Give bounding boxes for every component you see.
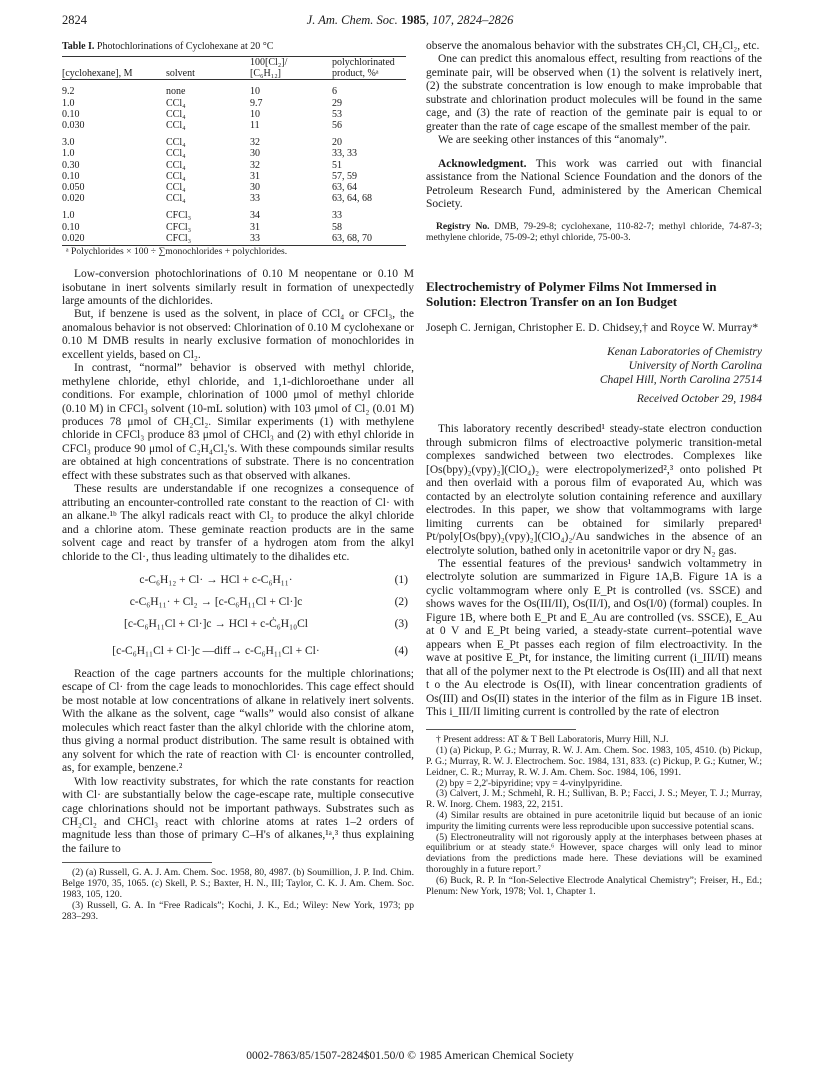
table-row <box>62 120 406 131</box>
table-cell: 58 <box>332 221 342 233</box>
table-row <box>62 204 406 221</box>
registry-label: Registry No. <box>436 221 490 233</box>
journal-year: 1985 <box>400 13 426 27</box>
photochlorination-table <box>62 56 406 246</box>
page-footer: 0002-7863/85/1507-2824$01.50/0 © 1985 American Chemical Society <box>246 1050 574 1062</box>
table-cell: 34 <box>250 210 260 222</box>
body-paragraph: These results are understandable if one recognizes a consequence of attributing an encounter-controlled rate constant to the reaction of Cl· with an alkane.¹ᵇ The alkyl radicals react with Cl₂ to produce the alkyl chloride and a chlorine atom. These geminate reaction products are in the same solvent cage and react by transfer of a hydrogen atom from the alkyl chloride to the Cl·, thus leading ultimately to the dihalides etc. <box>62 483 414 563</box>
body-paragraph: With low reactivity substrates, for which the rate constants for reaction with Cl· are substantially below the cage-escape rate, multiple consecutive cage chlorinations should not be important pathways. Substrates such as CH₂Cl₂ and CHCl₃ react with chlorine atoms at rates 1–2 orders of magnitude less than those of primary C–H's of alkanes,¹ᵃ,³ thus explaining the failure to <box>62 775 414 855</box>
acknowledgment-label: Acknowledgment. <box>438 157 527 170</box>
table-cell: 51 <box>332 159 342 171</box>
table-cell: none <box>166 86 186 98</box>
table-cell: 29 <box>332 97 342 109</box>
body-paragraph: Reaction of the cage partners accounts for the multiple chlorinations; escape of Cl· from the cage leads to monochlorides. This cage effect should be most notable at low concentrations of alkane in relatively inert solvents. With the alkane as the solvent, cage “walls” would also consist of alkane molecules which react faster than the alkyl chloride with the chlorine atom, thus giving a normal product distribution. The same result is obtained with any solvent for which the rate of reaction with Cl· is encounter controlled, as, for example, benzene.² <box>62 668 414 775</box>
table-footnote: ᵃ Polychlorides × 100 ÷ ∑monochlorides + polychlorides. <box>66 246 288 258</box>
table-row <box>62 233 406 246</box>
page-number: 2824 <box>62 13 87 27</box>
equation-number: (1) <box>394 574 408 587</box>
registry-text: DMB, 79-29-8; cyclohexane, 110-82-7; methyl chloride, 74-87-3; methylene chloride, 75-09-2; ethyl chloride, 75-00-3. <box>426 221 763 244</box>
article-title: Electrochemistry of Polymer Films Not Immersed in Solution: Electron Transfer on an Ion Budget <box>426 279 717 310</box>
table-caption <box>62 40 414 53</box>
table-cell: CCl₄ <box>166 108 186 120</box>
affiliation-line: University of North Carolina <box>628 360 762 373</box>
table-cell: 30 <box>250 148 260 160</box>
footnote: (2) bpy = 2,2'-bipyridine; vpy = 4-vinylpyridine. <box>436 777 623 789</box>
table-cell: 20 <box>332 137 342 149</box>
body-paragraph: One can predict this anomalous effect, resulting from reactions of the geminate pair, will be observed when (1) the solvent is relatively inert, (2) the substrate concentration is low enough to make improbable that substrate and chlorination product molecules will be found in the same cage, and (3) the rate of reaction of the geminate pair is equal to or greater than the rate of cage escape of the smallest member of the pair. <box>426 53 762 133</box>
received-date: Received October 29, 1984 <box>636 393 762 406</box>
table-cell: 1.0 <box>62 148 75 160</box>
table-group <box>62 80 406 131</box>
body-paragraph: The essential features of the previous¹ sandwich voltammetry in electrolyte solution are summarized in Figure 1A,B. Figure 1A is a cyclic voltammogram where only E_Pt is controlled (vs. SSCE) and shows waves for the Os(III/II), Os(II/I), and Os(I/0) (formal) couples. In Figure 1B, where both E_Pt and E_Au are controlled (vs. SSCE), E_Au at 0 V and E_Pt being varied, a steady-state current–potential wave appears when E_Pt passes each region of film electroactivity. In the wave at positive E_Pt, for instance, the limiting current (i_III/II) means that all of the polymer next to the Pt electrode is Os(III) and all that next t o the Au electrode is Os(II), with linear concentration gradients of Os(III) and Os(II) states in the interior of the film as in Figure 1B inset. This i_III/II limiting current is controlled by the rate of electron <box>426 557 762 718</box>
table-cell: 31 <box>250 170 260 182</box>
table-cell: 32 <box>250 159 260 171</box>
table-cell: 63, 64, 68 <box>332 193 372 205</box>
registry-numbers <box>426 221 762 243</box>
table-cell: 1.0 <box>62 97 75 109</box>
equation-number: (4) <box>394 645 408 658</box>
table-cell: CCl₄ <box>166 148 186 160</box>
table-row <box>62 131 406 148</box>
affiliation-line: Chapel Hill, North Carolina 27514 <box>599 374 762 387</box>
article-affiliation <box>426 345 762 387</box>
table-row <box>62 109 406 120</box>
table-cell: 9.7 <box>250 97 263 109</box>
header-cell <box>166 57 250 69</box>
table-cell: 33 <box>250 193 260 205</box>
header-cell: product, %ᵃ <box>332 68 406 80</box>
table-cell: CFCl₃ <box>166 233 250 246</box>
table-cell: 57, 59 <box>332 170 357 182</box>
table-cell: 53 <box>332 108 342 120</box>
header-cell: [C₆H₁₂] <box>250 68 332 80</box>
journal-citation <box>62 13 758 28</box>
footnote: (4) Similar results are obtained in pure acetonitrile liquid but because of an ionic impurity the limiting currents were less reproducible upon successive potential scans. <box>426 809 762 832</box>
table-caption-text: Photochlorinations of Cyclohexane at 20 °C <box>96 41 274 52</box>
table-cell: 1.0 <box>62 210 75 222</box>
table-group <box>62 131 406 204</box>
journal-volume: , 107, 2824–2826 <box>425 13 514 27</box>
acknowledgment <box>426 158 762 212</box>
equation: [c-C₆H₁₁Cl + Cl·]c —diff→ c-C₆H₁₁Cl + Cl· <box>112 645 320 658</box>
article-authors: Joseph C. Jernigan, Christopher E. D. Chidsey,† and Royce W. Murray* <box>426 322 759 335</box>
footnote: † Present address: AT & T Bell Laboratoris, Murry Hill, N.J. <box>436 734 669 746</box>
body-paragraph: But, if benzene is used as the solvent, in place of CCl₄ or CFCl₃, the anomalous behavior is not observed: Chlorination of 0.10 M cyclohexane or 0.10 M DMB results in nearly exclusive formation of monochlorides in excellent yields, based on Cl₂. <box>62 308 414 361</box>
body-paragraph: We are seeking other instances of this “anomaly”. <box>438 134 667 147</box>
table-cell: 30 <box>250 182 260 194</box>
table-cell: CCl₄ <box>166 170 186 182</box>
table-cell: 0.30 <box>62 159 80 171</box>
table-header-row <box>62 68 406 80</box>
table-cell: 33 <box>332 210 342 222</box>
body-paragraph: observe the anomalous behavior with the substrates CH₃Cl, CH₂Cl₂, etc. <box>426 40 760 52</box>
header-cell: [cyclohexane], M <box>62 68 166 80</box>
table-cell: 32 <box>250 137 260 149</box>
header-cell: polychlorinated <box>332 57 406 69</box>
table-cell: 63, 64 <box>332 182 357 194</box>
table-cell: CFCl₃ <box>166 221 192 233</box>
table-cell: 6 <box>332 86 337 98</box>
body-paragraph: Low-conversion photochlorinations of 0.10 M neopentane or 0.10 M isobutane in inert solvents similarly result in formation of unexpectedly large amounts of the dichlorides. <box>62 268 414 307</box>
equation-row <box>62 593 414 615</box>
header-cell <box>62 57 166 69</box>
table-cell: CCl₄ <box>166 193 186 205</box>
reaction-equations <box>62 571 414 663</box>
body-paragraph: In contrast, “normal” behavior is observed with methyl chloride, methylene chloride, ethyl chloride, and 1,1-dichloroethane under all conditions. For example, chlorination of 1000 μmol of methyl chloride (0.10 M) in CFCl₃ solvent (10-mL solution) with 103 μmol of Cl₂ (0.01 M) produces 78 μmol of CH₂Cl₂. Similar experiments (1) with methylene chloride in CFCl₃ produce 83 μmol of CHCl₃ and (2) with ethyl chloride in CFCl₃ produce 90 μmol of C₂H₄Cl₂'s. With these compounds similar results are obtained at high concentrations of substrate. There is no concentration effect with these substrates such as that observed with alkanes. <box>62 362 414 482</box>
table-cell: CCl₄ <box>166 182 186 194</box>
acknowledgment-text: This work was carried out with financial assistance from the National Science Foundation and the donors of the Petroleum Research Fund, administered by the American Chemical Society. <box>426 157 762 210</box>
footnote: (2) (a) Russell, G. A. J. Am. Chem. Soc. 1958, 80, 4987. (b) Soumillion, J. P. Ind. Chim. Belge 1970, 35, 1065. (c) Skell, P. S.; Baxter, H. N., III; Taylor, C. K. J. Am. Chem. Soc. 1983, 105, 120. <box>62 867 414 900</box>
table-cell: 11 <box>250 120 260 132</box>
table-row <box>62 148 406 159</box>
table-cell: CCl₄ <box>166 120 186 132</box>
journal-name: J. Am. Chem. Soc. <box>306 13 398 27</box>
footnote: (1) (a) Pickup, P. G.; Murray, R. W. J. Am. Chem. Soc. 1983, 105, 4510. (b) Pickup, P. G.; Murray, R. W. J. Electrochem. Soc. 1984, 131, 833. (c) Pickup, P. G.; Kutner, W.; Leidner, C. R.; Murray, R. W. J. Am. Chem. Soc. 1984, 106, 1991. <box>426 745 762 778</box>
left-column <box>62 40 414 922</box>
footnote: (3) Calvert, J. M.; Schmehl, R. H.; Sullivan, B. P.; Facci, J. S.; Meyer, T. J.; Murray, R. W. Inorg. Chem. 1983, 22, 2151. <box>426 788 762 811</box>
table-cell: 0.020 <box>62 193 85 205</box>
equation-row <box>62 571 414 593</box>
table-cell: 9.2 <box>62 86 75 98</box>
table-cell: CFCl₃ <box>166 210 192 222</box>
table-cell: 0.10 <box>62 221 80 233</box>
table-group <box>62 204 406 245</box>
table-cell: 10 <box>250 108 260 120</box>
table-label: Table I. <box>62 41 95 52</box>
footnote: (3) Russell, G. A. In “Free Radicals”; Kochi, J. K., Ed.; Wiley: New York, 1973; pp 283–293. <box>62 899 414 922</box>
footnote: (6) Buck, R. P. In “Ion-Selective Electrode Analytical Chemistry”; Freiser, H., Ed.; Plenum: New York, 1978; Vol. 1, Chapter 1. <box>426 874 762 897</box>
table-row <box>62 193 406 204</box>
table-row <box>62 182 406 193</box>
table-row <box>62 171 406 182</box>
equation-number: (2) <box>394 596 408 609</box>
equation-row <box>62 637 414 663</box>
right-column <box>426 40 762 897</box>
table-row <box>62 80 406 98</box>
body-paragraph: This laboratory recently described¹ steady-state electron conduction through submicron films of electroactive polymeric transition-metal complexes sandwiched between two electrodes. Complexes like [Os(bpy)₂(vpy)₂](ClO₄)₂ were electropolymerized²,³ onto polished Pt and then overlaid with a porous film of evaporated Au, which was contacted by an electrolyte solution containing reference and auxillary electrodes. In this paper, we show that voltammograms with large limiting currents can be obtained for similarly prepared¹ Pt/poly[Os(bpy)₂(vpy)₂](ClO₄)₂/Au sandwiches in the absence of an electrolyte solution, bathed only in acetonitrile vapor or dry N₂ gas. <box>426 423 762 557</box>
table-cell: 56 <box>332 120 342 132</box>
table-cell: 0.10 <box>62 170 80 182</box>
equation: c-C₆H₁₂ + Cl· → HCl + c-C₆H₁₁· <box>139 574 293 587</box>
table-cell: 0.020 <box>62 233 166 246</box>
table-cell: CCl₄ <box>166 159 186 171</box>
equation-row <box>62 615 414 637</box>
table-row <box>62 98 406 109</box>
table-header-row <box>62 57 406 69</box>
table-cell: 31 <box>250 221 260 233</box>
table-cell: 33 <box>250 233 332 246</box>
affiliation-line: Kenan Laboratories of Chemistry <box>607 346 762 359</box>
table-cell: 0.10 <box>62 108 80 120</box>
table-row <box>62 160 406 171</box>
running-header <box>62 13 758 29</box>
article-block <box>426 279 762 719</box>
table-cell: 63, 68, 70 <box>332 233 406 246</box>
table-cell: CCl₄ <box>166 97 186 109</box>
table-cell: 33, 33 <box>332 148 357 160</box>
equation: [c-C₆H₁₁Cl + Cl·]c → HCl + c-Ċ₆H₁₀Cl <box>124 618 308 631</box>
table-cell: 3.0 <box>62 137 75 149</box>
footnote: (5) Electroneutrality will not rigorously apply at the interphases between phases at equilibrium or at steady state.⁶ However, space charges will only lead to minor deviations from the predictions made here. These deviations will be examined thoroughly in a future report.⁷ <box>426 831 762 875</box>
table-cell: 0.050 <box>62 182 85 194</box>
equation-number: (3) <box>394 618 408 631</box>
table-cell: 10 <box>250 86 260 98</box>
table-cell: 0.030 <box>62 120 85 132</box>
header-cell: 100[Cl₂]/ <box>250 57 332 69</box>
equation: c-C₆H₁₁· + Cl₂ → [c-C₆H₁₁Cl + Cl·]c <box>129 596 303 609</box>
header-cell: solvent <box>166 68 250 80</box>
table-cell: CCl₄ <box>166 137 186 149</box>
table-row <box>62 222 406 233</box>
